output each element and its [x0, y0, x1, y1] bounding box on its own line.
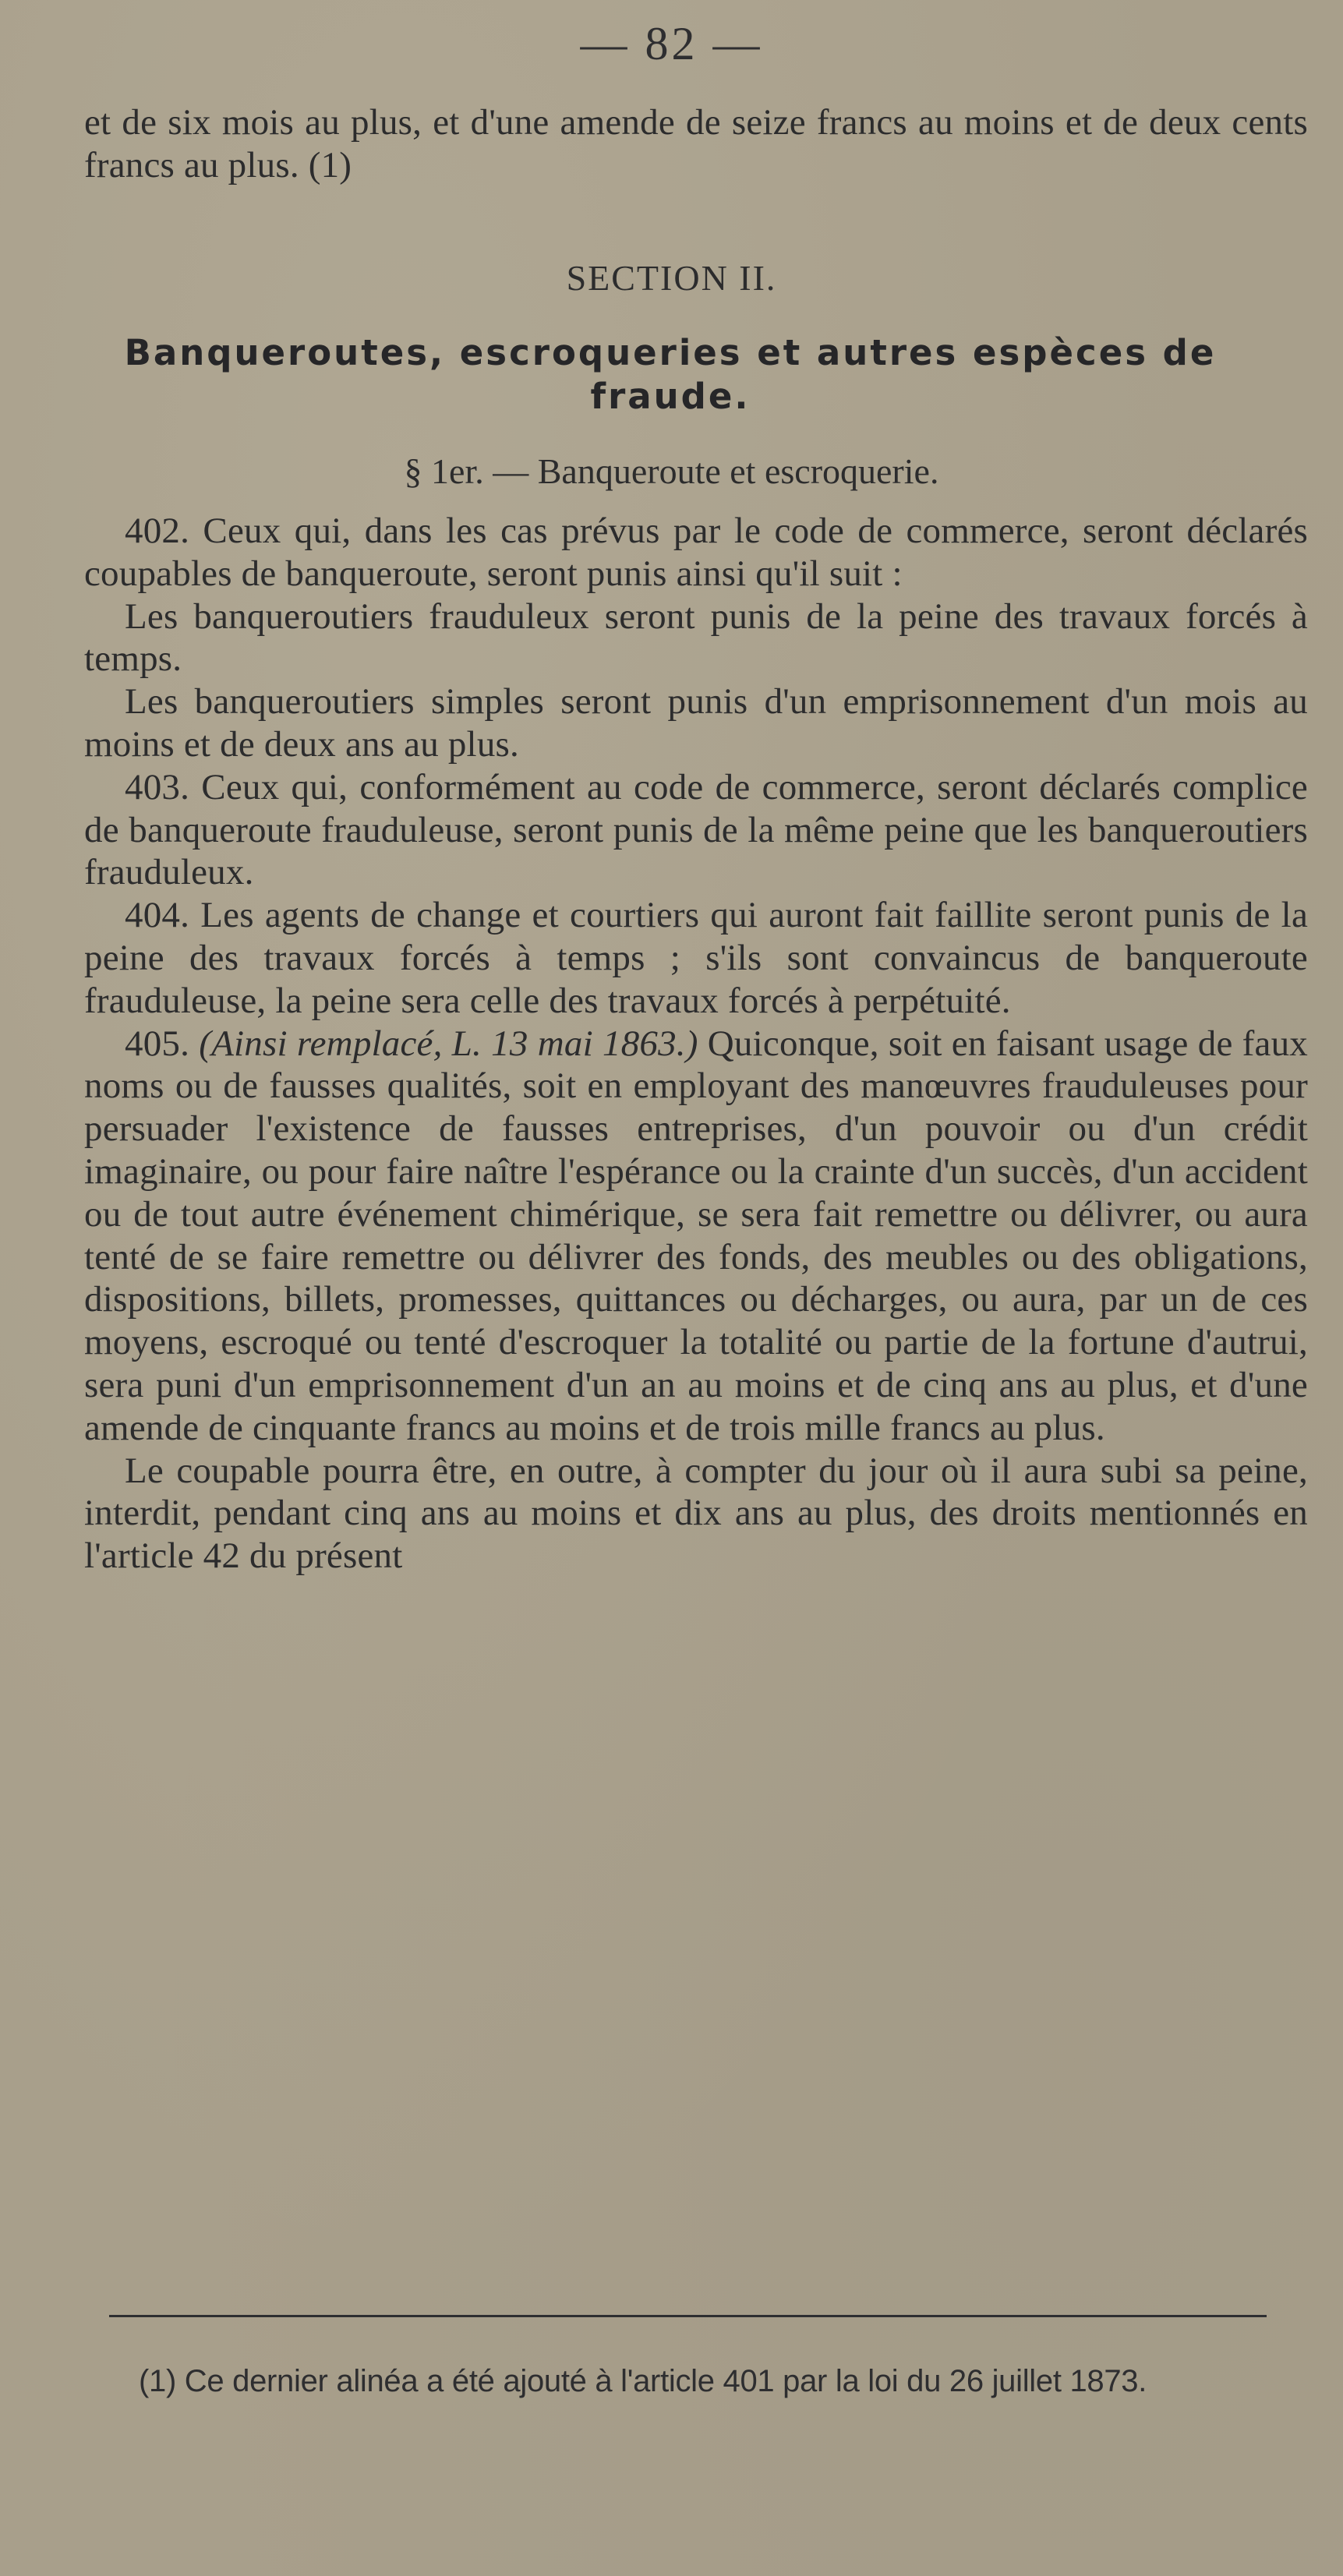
article-text: Ceux qui, conformément au code de commerce, seront déclarés complice de banqueroute frauduleuse, seront punis de la même peine que les banqueroutiers frauduleux. — [84, 766, 1308, 893]
article-402 — [84, 510, 1308, 595]
section-title: SECTION II. — [566, 258, 777, 298]
continuation-text: et de six mois au plus, et d'une amende de seize francs au moins et de deux cents francs au plus. (1) — [84, 102, 1308, 186]
article-number: 402. — [125, 511, 190, 551]
article-amendment: (Ainsi remplacé, L. 13 mai 1863.) — [199, 1023, 698, 1064]
paragraph-heading: § 1er. — Banqueroute et escroquerie. — [404, 451, 939, 491]
articles-body — [84, 510, 1308, 1578]
page-number: — 82 — — [580, 18, 763, 69]
article-403 — [84, 766, 1308, 894]
article-text: Les banqueroutiers frauduleux seront punis de la peine des travaux forcés à temps. — [84, 595, 1308, 680]
article-number: 404. — [125, 895, 190, 936]
article-404 — [84, 894, 1308, 1022]
article-text: Quiconque, soit en faisant usage de faux noms ou de fausses qualités, soit en employant des manœuvres frauduleuses pour persuader l'existence de fausses entreprises, d'un pouvoir ou d'un crédit imaginaire, ou pour faire naître l'espérance ou la crainte d'un succès, d'un accident ou de tout autre événement chimérique, se sera fait remettre ou délivrer, ou aura tenté de se faire remettre ou délivrer des fonds, des meubles ou des obligations, dispositions, billets, promesses, quittances ou décharges, ou aura, par un de ces moyens, escroqué ou tenté d'escroquer la totalité ou partie de la fortune d'autrui, sera puni d'un emprisonnement d'un an au moins et de cinq ans au plus, et d'une amende de cinquante francs au moins et de trois mille francs au plus. — [84, 1023, 1308, 1448]
article-405 — [84, 1023, 1308, 1450]
section-subtitle: Banqueroutes, escroqueries et autres espèces de fraude. — [124, 332, 1217, 417]
article-number: 403. — [125, 766, 190, 807]
article-number: 405. — [125, 1023, 190, 1064]
article-paragraph — [84, 680, 1308, 766]
article-text: Le coupable pourra être, en outre, à compter du jour où il aura subi sa peine, interdit, pendant cinq ans au moins et dix ans au plus, des droits mentionnés en l'article 42 du présent — [84, 1450, 1308, 1577]
article-paragraph — [84, 1450, 1308, 1578]
footnote-divider — [109, 2315, 1267, 2317]
footnote: (1) Ce dernier alinéa a été ajouté à l'article 401 par la loi du 26 juillet 1873. — [139, 2364, 1147, 2398]
article-text: Les agents de change et courtiers qui auront fait faillite seront punis de la peine des travaux forcés à temps ; s'ils sont convaincus de banqueroute frauduleuse, la peine sera celle des travaux forcés à perpétuité. — [84, 895, 1308, 1021]
article-paragraph — [84, 595, 1308, 681]
article-text: Ceux qui, dans les cas prévus par le code de commerce, seront déclarés coupables de banqueroute, seront punis ainsi qu'il suit : — [84, 511, 1308, 594]
article-text: Les banqueroutiers simples seront punis d'un emprisonnement d'un mois au moins et de deux ans au plus. — [84, 681, 1308, 765]
